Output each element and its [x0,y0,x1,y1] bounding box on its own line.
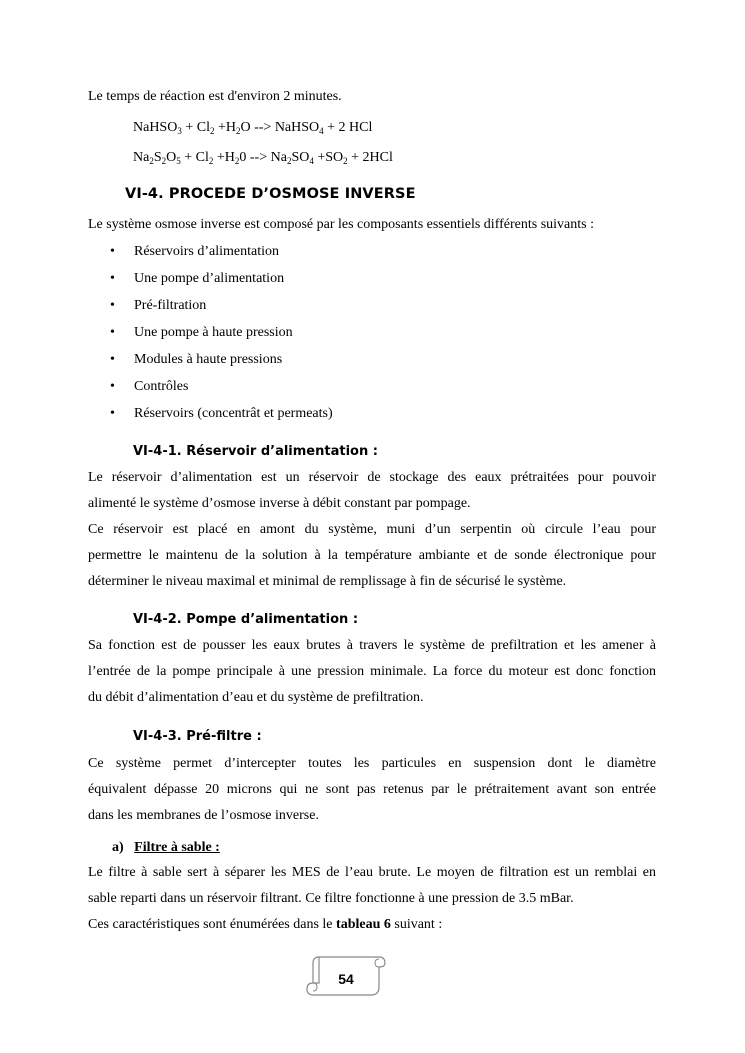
subsection-heading-reservoir: VI-4-1. Réservoir d’alimentation : [133,444,378,459]
paragraph-filtre-sable: Le filtre à sable sert à séparer les MES de l’eau brute. Le moyen de filtration est un remblai en sable reparti dans un réservoir filtrant. Ce filtre fonctionne à une pression de 3.5 mBar. Ces caractéristiques sont énumérées dans le tableau 6 suivant : [88,865,656,932]
equation-1: NaHSO$_3$ + $Cl_2 +H_2O$ --> NaHSO$_4$ + 2 HCl [133,120,373,136]
subsection-heading-prefiltre: VI-4-3. Pré-filtre : [133,729,262,744]
page-number-scroll [305,951,387,999]
bullet-icon: • [110,244,115,259]
bullet-icon: • [110,298,115,313]
subsubsection-heading: a) Filtre à sable : [112,840,220,855]
section-heading: VI-4. PROCEDE D’OSMOSE INVERSE [125,186,416,202]
page-number: 54 [338,971,354,987]
intro-text: Le temps de réaction est d'environ 2 minutes. [88,89,342,104]
bullet-icon: • [110,406,115,421]
bullet-icon: • [110,352,115,367]
paragraph-pompe: Sa fonction est de pousser les eaux brutes à travers le système de prefiltration et les amener à l’entrée de la pompe principale à une pression minimale. La force du moteur est donc fonction du débit d’alimentation d’eau et du système de prefiltration. [88,638,656,705]
section-intro: Le système osmose inverse est composé par les composants essentiels différents suivants : [88,217,594,232]
bullet-icon: • [110,325,115,340]
bullet-icon: • [110,379,115,394]
subsection-heading-pompe: VI-4-2. Pompe d’alimentation : [133,612,359,627]
equation-2: $Na_2S_2O_5 + Cl_2 +H_20$ --> $Na_2SO_4 +SO_2 + 2HCl$ [133,150,393,166]
bullet-icon: • [110,271,115,286]
paragraph-reservoir: Le réservoir d’alimentation est un réservoir de stockage des eaux prétraitées pour pouvoir alimenté le système d’osmose inverse à débit constant par pompage. Ce réservoir est placé en amont du système, muni d’un serpentin où circule l’eau pour permettre le maintenu de la solution à la température ambiante et de sonde électronique pour déterminer le niveau maximal et minimal de remplissage à fin de sécurisé le système. [88,470,656,589]
paragraph-prefiltre: Ce système permet d’intercepter toutes les particules en suspension dont le diamètre équivalent dépasse 20 microns qui ne sont pas retenus par le prétraitement avant son entrée dans les membranes de l’osmose inverse. [88,756,656,823]
